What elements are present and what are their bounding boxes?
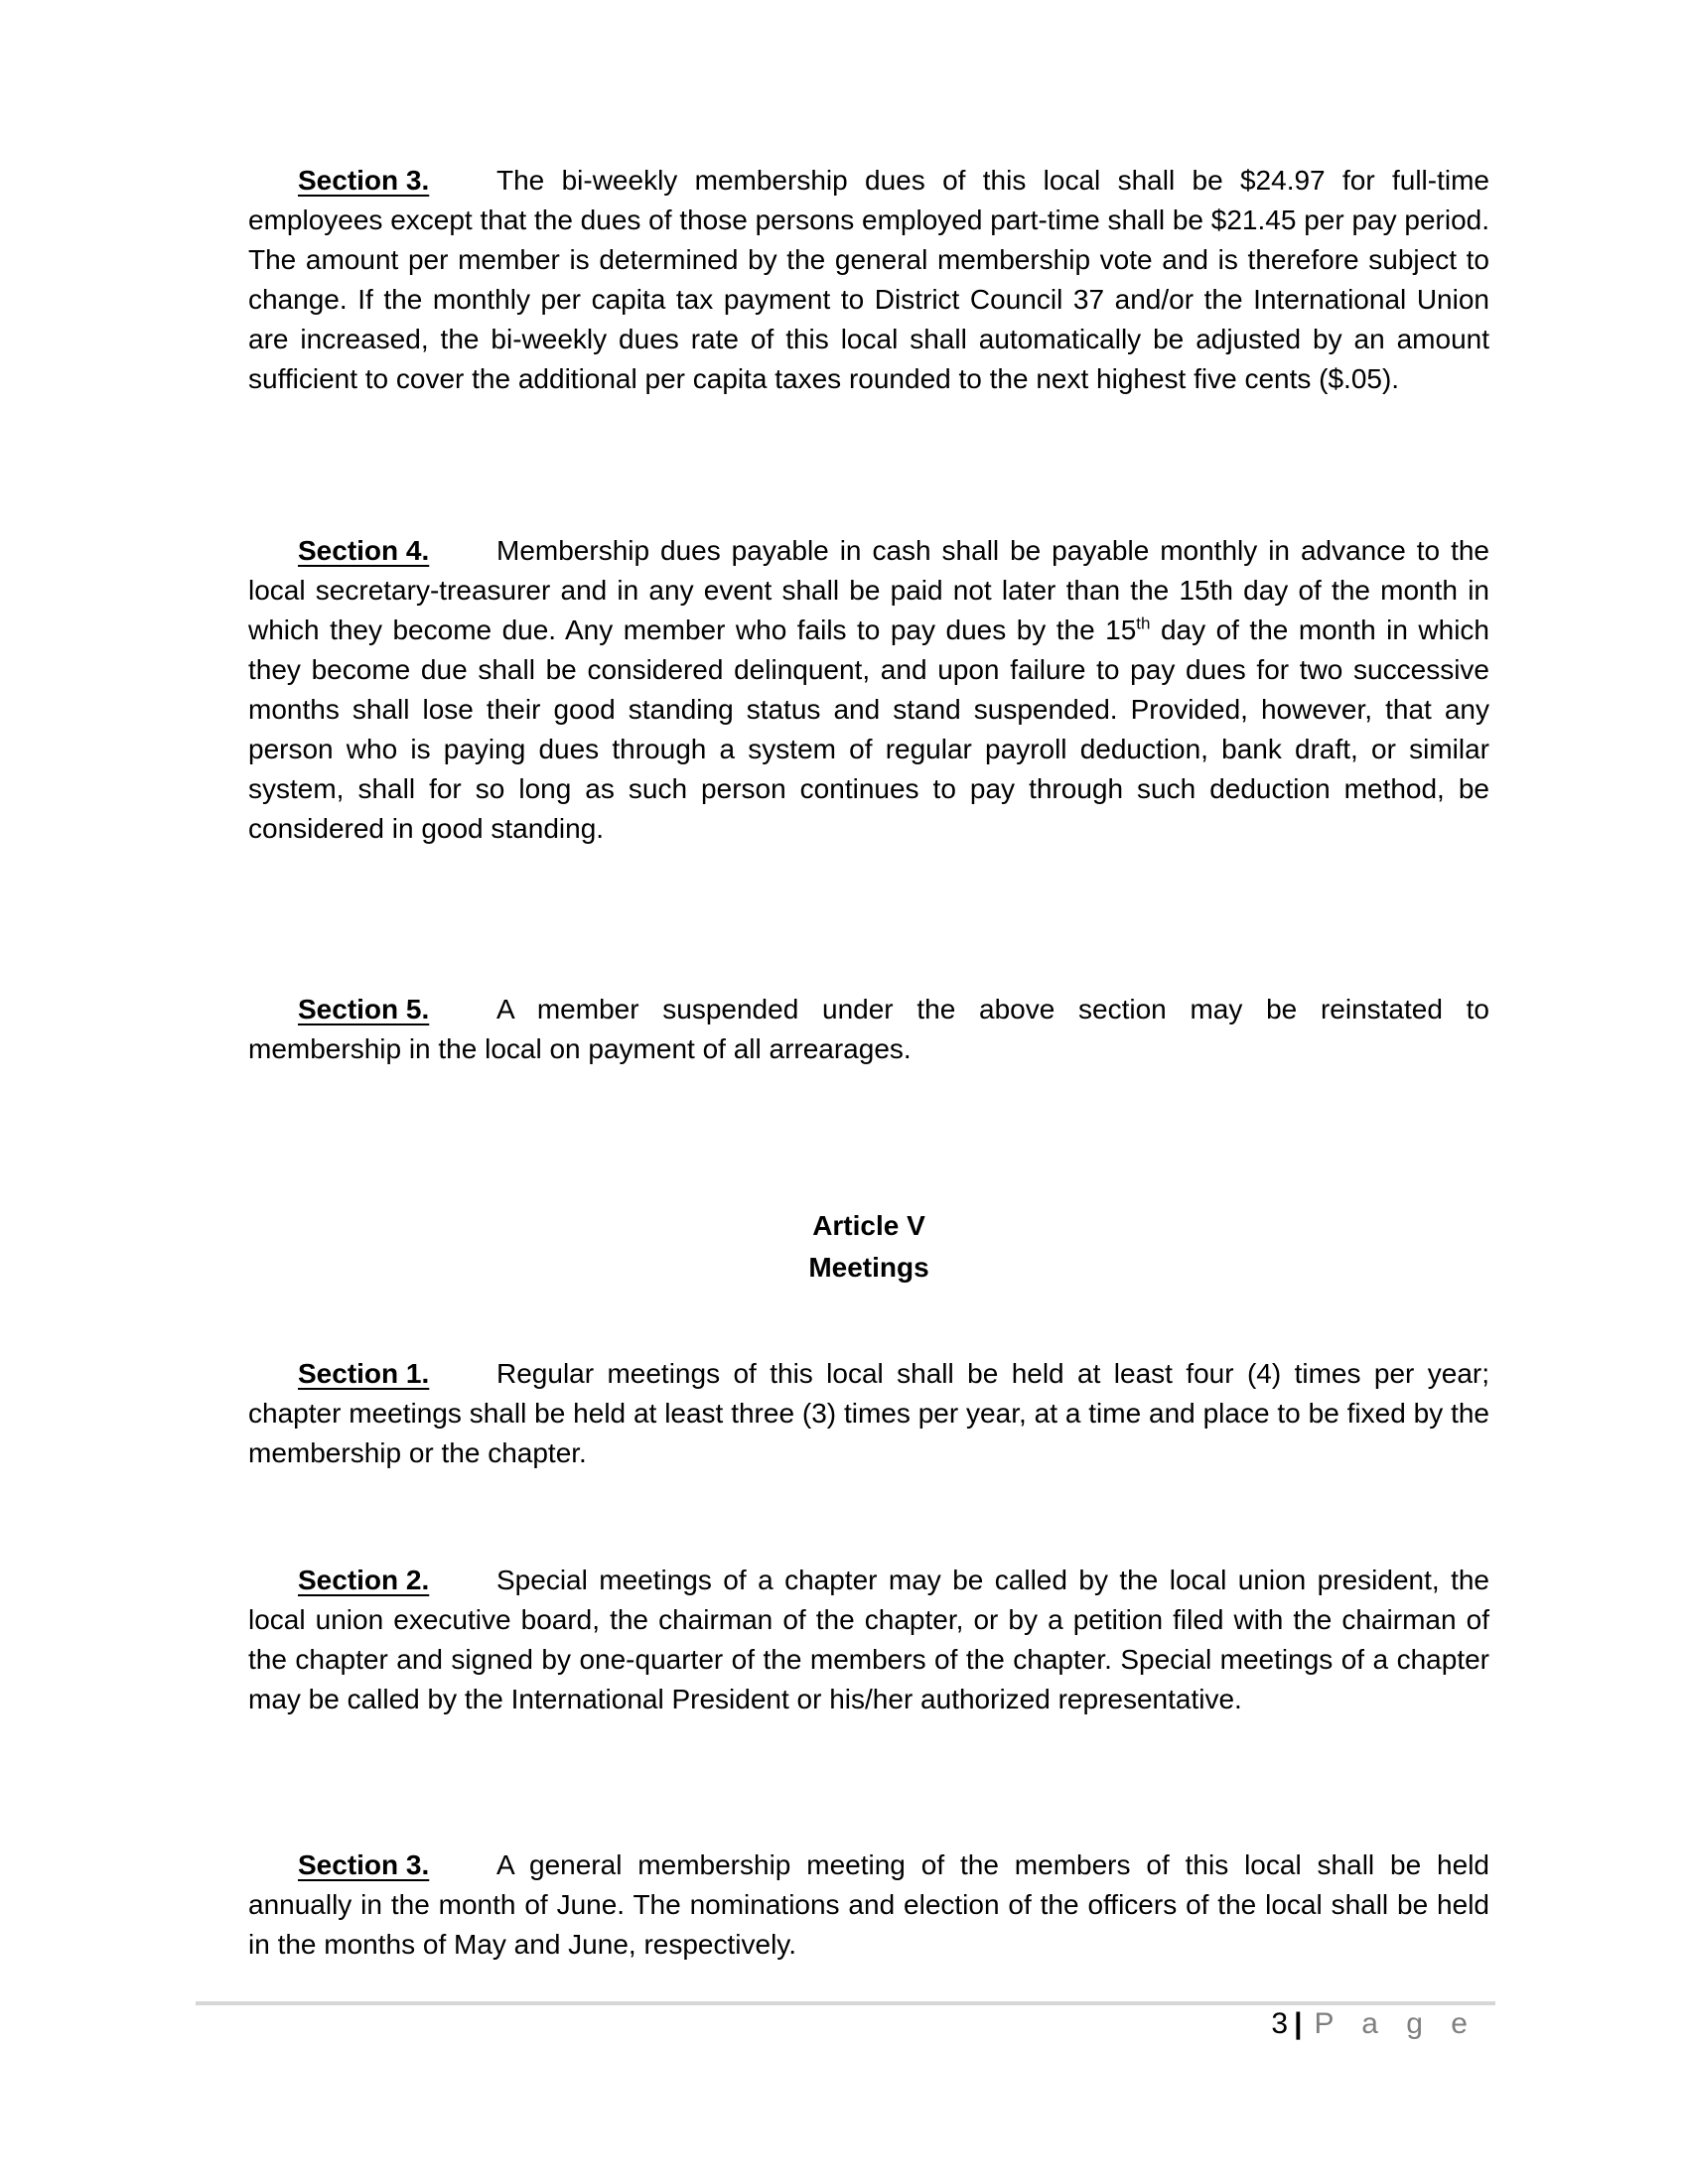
section-5-body: A member suspended under the above section may be reinstated to membership in the local on payment of all arrearages. (248, 994, 1489, 1064)
section-label-box (298, 990, 496, 1029)
section-label-box (298, 1561, 496, 1600)
section-4-payment-block (248, 531, 1489, 888)
footer-separator: | (1294, 2007, 1303, 2040)
article-v-section-2-body: Special meetings of a chapter may be called by the local union president, the local union executive board, the chairman of the chapter, or by a petition filed with the chairman of the chapter and signed by one-quarter of the members of the chapter. Special meetings of a chapter may be called by the International President or his/her authorized representative. (248, 1565, 1489, 1714)
article-v-section-2-block (248, 1561, 1489, 1759)
section-4-body-part-2: day of the month in which they become due shall be considered delinquent, and upon failure to pay dues for two successive months shall lose their good standing status and stand suspended. Provided, however, that any person who is paying dues through a system of regular payroll deduction, bank draft, or similar system, shall for so long as such person continues to pay through such deduction method, be considered in good standing. (248, 614, 1489, 844)
footer-divider-line (196, 2001, 1495, 2005)
page-number: 3 (1271, 2007, 1289, 2040)
section-4-label: Section 4. (298, 535, 430, 566)
page-footer (1271, 2007, 1477, 2041)
article-v-title: Article V (812, 1210, 925, 1241)
section-3-body: The bi-weekly membership dues of this local shall be $24.97 for full-time employees except that the dues of those persons employed part-time shall be $21.45 per pay period. The amount per member is determined by the general membership vote and is therefore subject to change. If the monthly per capita tax payment to District Council 37 and/or the International Union are increased, the bi-weekly dues rate of this local shall automatically be adjusted by an amount sufficient to cover the additional per capita taxes rounded to the next highest five cents ($.05). (248, 165, 1489, 394)
section-3-dues-paragraph (248, 161, 1489, 399)
article-v-section-1-body: Regular meetings of this local shall be held at least four (4) times per year; chapter meetings shall be held at least three (3) times per year, at a time and place to be fixed by the membership or the chapter. (248, 1358, 1489, 1468)
section-4-body-part-1: Membership dues payable in cash shall be payable monthly in advance to the local secretary-treasurer and in any event shall be paid not later than the 15th day of the month in which they become due. Any member who fails to pay dues by the 15 (248, 535, 1489, 645)
article-v-section-3-paragraph (248, 1845, 1489, 1965)
article-v-section-3-block (248, 1845, 1489, 1965)
section-label-box (298, 531, 496, 571)
section-3-dues-block (248, 161, 1489, 439)
article-v-section-1-paragraph (248, 1354, 1489, 1473)
section-label-box (298, 1354, 496, 1394)
article-v-section-1-block (248, 1354, 1489, 1473)
article-v-subtitle: Meetings (808, 1252, 929, 1283)
section-5-label: Section 5. (298, 994, 430, 1024)
section-label-box (298, 161, 496, 201)
document-body (248, 161, 1489, 1965)
article-v-section-3-label: Section 3. (298, 1849, 430, 1880)
section-label-box (298, 1845, 496, 1885)
section-5-reinstatement-paragraph (248, 990, 1489, 1069)
article-v-section-1-label: Section 1. (298, 1358, 430, 1389)
article-v-section-2-paragraph (248, 1561, 1489, 1719)
section-5-reinstatement-block (248, 990, 1489, 1069)
section-3-label: Section 3. (298, 165, 430, 196)
article-v-heading-block (248, 1205, 1489, 1289)
article-v-section-2-label: Section 2. (298, 1565, 430, 1595)
section-4-payment-paragraph (248, 531, 1489, 849)
footer-page-word: P a g e (1314, 2007, 1477, 2040)
ordinal-superscript: th (1136, 614, 1151, 633)
article-v-section-3-body: A general membership meeting of the members of this local shall be held annually in the month of June. The nominations and election of the officers of the local shall be held in the months of May and June, respectively. (248, 1849, 1489, 1960)
